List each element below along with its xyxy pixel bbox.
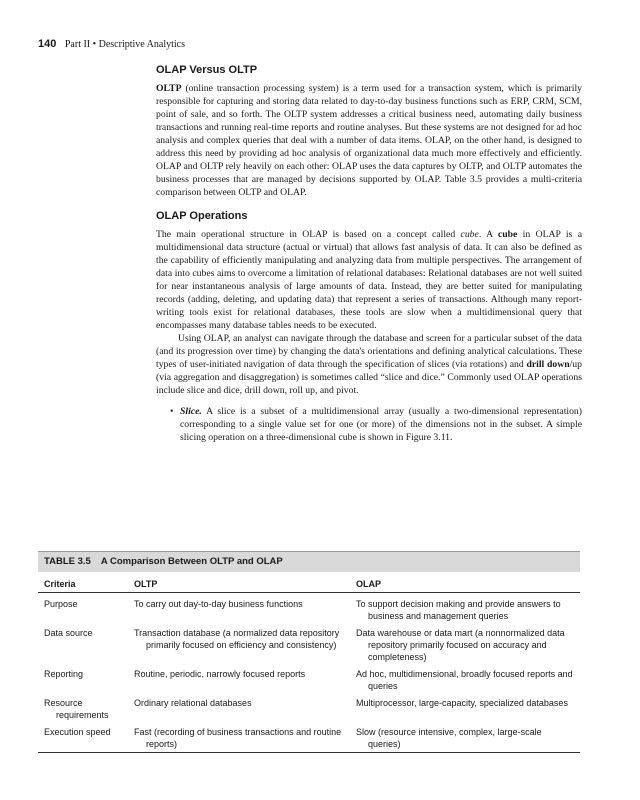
term-oltp: OLTP <box>156 83 182 94</box>
table-row: Data source Transaction database (a normalized data repository primarily focused on efficiency and consistency) Data warehouse or data mart (a nonnormalized data repository primarily focused on accuracy and completeness) <box>44 628 565 662</box>
list-item: • Slice. A slice is a subset of a multidimensional array (usually a two-dimensional representation) corresponding to a single value set for one (or more) of the dimensions not in the subset. A simple slicing operation on a three-dimensional cube is shown in Figure 3.11. <box>170 406 582 443</box>
page-number: 140 <box>38 38 57 50</box>
header-oltp: OLTP <box>128 572 350 593</box>
table-caption: TABLE 3.5 A Comparison Between OLTP and OLAP <box>38 551 580 572</box>
table-row: Purpose To carry out day-to-day business functions To support decision making and provide answers to business and management queries <box>44 599 561 621</box>
body-text <box>156 64 582 444</box>
header-criteria: Criteria <box>38 572 128 593</box>
bullet-list <box>156 405 582 444</box>
paragraph-using-olap: Using OLAP, an analyst can navigate through the database and screen for a particular subset of the data (and its progression over time) by changing the data's orientations and defining analytical calculations. These types of user-initiated navigation of data through the specification of slices (via rotations) and drill down/up (via aggregation and disaggregation) is sometimes called “slice and dice.” Commonly used OLAP operations include slice and dice, drill down, roll up, and pivot. <box>156 333 582 396</box>
paragraph-oltp: OLTP (online transaction processing system) is a term used for a transaction system, which is primarily responsible for capturing and storing data related to day-to-day business functions such as ERP, CRM, SCM, point of sale, and so forth. The OLTP system addresses a critical business need, automating daily business transactions and running real-time reports and routine analyses. But these systems are not designed for ad hoc analysis and complex queries that deal with a number of data items. OLAP, on the other hand, is designed to address this need by providing ad hoc analysis of organizational data much more effectively and efficiently. OLAP and OLTP rely heavily on each other: OLAP uses the data captures by OLTP, and OLTP automates the business processes that are managed by decisions supported by OLAP. Table 3.5 provides a multi-criteria comparison between OLTP and OLAP. <box>156 83 582 198</box>
section-heading-olap-vs-oltp: OLAP Versus OLTP <box>156 64 258 76</box>
running-title: Part II • Descriptive Analytics <box>64 39 185 50</box>
header-olap: OLAP <box>350 572 580 593</box>
table-row: Execution speed Fast (recording of business transactions and routine reports) Slow (resource intensive, complex, large-scale queries) <box>38 721 580 753</box>
table-row: Resource requirements Ordinary relational databases Multiprocessor, large-capacity, specialized databases <box>44 698 568 720</box>
running-head <box>38 38 185 50</box>
comparison-table <box>38 551 580 753</box>
bullet-term: Slice. <box>180 406 202 417</box>
paragraph-cube: The main operational structure in OLAP is based on a concept called cube. A cube in OLAP is a multidimensional data structure (actual or virtual) that allows fast analysis of data. It can also be defined as the capability of efficiently manipulating and analyzing data from multiple perspectives. The arrangement of data into cubes aims to overcome a limitation of relational databases: Relational databases are not well suited for near instantaneous analysis of large amounts of data. Instead, they are better suited for manipulating records (adding, deleting, and updating data) that represent a series of transactions. Although many report-writing tools exist for relational databases, these tools are slow when a multidimensional query that encompasses many database tables needs to be executed. <box>156 229 582 331</box>
table-row: Reporting Routine, periodic, narrowly focused reports Ad hoc, multidimensional, broadly focused reports and queries <box>44 669 573 691</box>
table-header-row <box>38 572 580 593</box>
section-heading-olap-operations: OLAP Operations <box>156 210 248 222</box>
